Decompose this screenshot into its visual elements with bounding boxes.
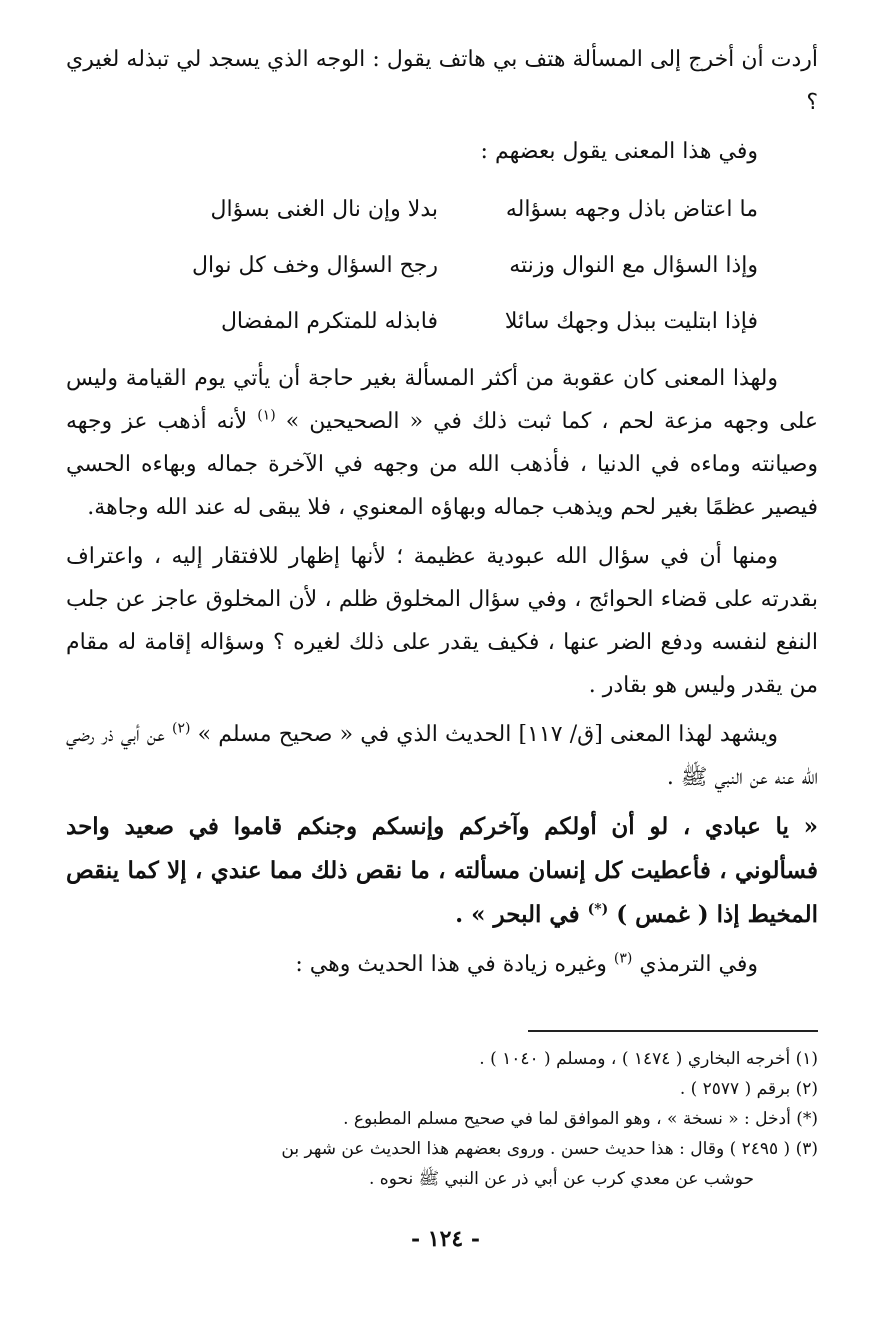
footnote-divider [528, 1030, 818, 1032]
paragraph-2 [66, 357, 818, 529]
hadith-quote [66, 805, 818, 937]
paragraph-last [66, 943, 758, 986]
verse-line [66, 237, 818, 293]
footnotes [66, 1044, 818, 1194]
footnote-3-continued: حوشب عن معدي كرب عن أبي ذر عن النبي ﷺ نحوه . [368, 1169, 754, 1189]
page-number: - ١٢٤ - [410, 1226, 481, 1252]
verse-first-hemistich: فإذا ابتليت ببذل وجهك سائلا [504, 308, 758, 334]
verse-line [66, 181, 818, 237]
paragraph-last-part-b: وغيره زيادة في هذا الحديث وهي : [295, 952, 607, 977]
footnote-ref-3: (٣) [613, 950, 633, 967]
hadith-part-a: « يا عبادي ، لو أن أولكم وآخركم وإنسكم وجنكم قاموا في صعيد واحد فسألوني ، فأعطيت كل إنسان مسألته ، ما نقص ذلك مما عندي ، إلا كما ينقص المخيط إذا ( غمس ) [66, 813, 818, 928]
paragraph-1: أردت أن أخرج إلى المسألة هتف بي هاتف يقول : الوجه الذي يسجد لي تبذله لغيري ؟ [66, 47, 818, 115]
paragraph-2-part-a: ولهذا المعنى كان عقوبة من أكثر المسألة بغير حاجة أن يأتي يوم القيامة وليس على وجهه مزعة لحم ، كما ثبت ذلك في « الصحيحين » [66, 366, 818, 434]
footnote-1: (١) أخرجه البخاري ( ١٤٧٤ ) ، ومسلم ( ١٠٤٠ ) . [479, 1049, 818, 1069]
paragraph-4-part-b: الحديث الذي في « صحيح مسلم » [197, 722, 512, 747]
manuscript-page-ref: [ق/ ١١٧] [518, 722, 603, 747]
paragraph-3: ومنها أن في سؤال الله عبودية عظيمة ؛ لأنها إظهار للافتقار إليه ، واعتراف بقدرته على قضاء الحوائج ، وفي سؤال المخلوق ظلم ، لأن المخلوق عاجز عن جلب النفع لنفسه ودفع الضر عنها ، فكيف يقدر على ذلك لغيره ؟ وسؤاله إقامة له مقام من يقدر وليس هو بقادر . [66, 544, 818, 698]
paragraph-4 [66, 713, 818, 799]
footnote-ref-2: (٢) [171, 720, 191, 737]
poem-verses [66, 181, 818, 349]
paragraph-last-part-a: وفي الترمذي [639, 952, 758, 977]
hadith-part-b: في البحر » . [455, 901, 580, 928]
footnote-ref-1: (١) [257, 407, 276, 424]
verse-line [66, 293, 818, 349]
verse-second-hemistich: رجح السؤال وخف كل نوال [191, 252, 438, 278]
page-body [66, 38, 818, 986]
footnote-star: (*) أدخل : « نسخة » ، وهو الموافق لما في صحيح مسلم المطبوع . [343, 1109, 818, 1129]
verse-first-hemistich: وإذا السؤال مع النوال وزنته [509, 252, 758, 278]
footnote-ref-star: (*) [587, 901, 609, 918]
verse-intro: وفي هذا المعنى يقول بعضهم : [480, 139, 758, 164]
paragraph-4-part-a: ويشهد لهذا المعنى [609, 722, 778, 747]
footnote-3: (٣) ( ٢٤٩٥ ) وقال : هذا حديث حسن . وروى بعضهم هذا الحديث عن شهر بن [281, 1139, 818, 1159]
verse-second-hemistich: فابذله للمتكرم المفضال [220, 308, 438, 334]
footnote-2: (٢) برقم ( ٢٥٧٧ ) . [679, 1079, 818, 1099]
verse-second-hemistich: بدلا وإن نال الغنى بسؤال [210, 196, 438, 222]
paragraph-4-part-c: عن أبي ذر رضي الله عنه عن النبي ﷺ . [66, 722, 818, 790]
paragraph-2-part-b: لأنه أذهب عز وجهه وصيانته وماءه في الدنيا ، فأذهب الله من وجهه في الآخرة جماله وبهاءه الحسي فيصير عظمًا بغير لحم ويذهب جماله وبهاؤه المعنوي ، فلا يبقى له عند الله وجاهة. [66, 409, 818, 520]
verse-first-hemistich: ما اعتاض باذل وجهه بسؤاله [505, 196, 758, 222]
